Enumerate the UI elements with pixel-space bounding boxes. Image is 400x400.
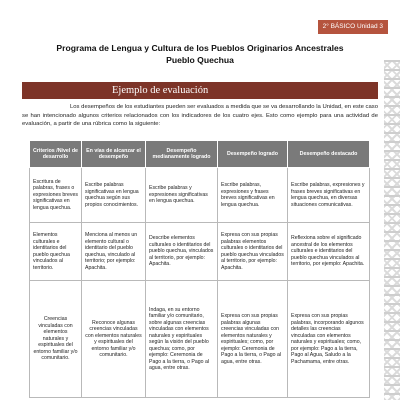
table-cell: Escribe palabras, expresiones y frases breves significativas en lengua quechua, en diversas situaciones comunicativas. xyxy=(288,168,370,223)
column-header: Criterios /Nivel de desarrollo xyxy=(30,141,82,168)
column-header: Desempeño destacado xyxy=(288,141,370,168)
table-cell: Indaga, en su entorno familiar y/o comunitario, sobre algunas creencias vinculadas con elementos naturales y espirituales según la visión del pueblo quechua; como, por ejemplo: Ceremonia de Pago a la tierra, o Pago al agua, entre otras. xyxy=(146,281,218,398)
grade-unit-badge: 2° BÁSICO Unidad 3 xyxy=(318,20,388,34)
people-title: Pueblo Quechua xyxy=(166,55,234,65)
section-title: Ejemplo de evaluación xyxy=(112,85,209,96)
table-cell: Menciona al menos un elemento cultural o identitario del pueblo quechua, vinculado al territorio; por ejemplo: Apachita. xyxy=(82,223,146,281)
table-cell: Expresa con sus propias palabras elementos culturales o identitarios del pueblo quechua vinculados al territorio, por ejemplo: Apachita. xyxy=(218,223,288,281)
table-cell: Escribe palabras significativas en lengua quechua según sus propios conocimientos. xyxy=(82,168,146,223)
table-cell: Escribe palabras y expresiones significativas en lengua quechua. xyxy=(146,168,218,223)
table-cell: Escribe palabras, expresiones y frases breves significativas en lengua quechua. xyxy=(218,168,288,223)
column-header: Desempeño logrado xyxy=(218,141,288,168)
table-header-row xyxy=(30,141,370,168)
decorative-pattern xyxy=(384,60,400,400)
evaluation-rubric-table xyxy=(29,140,370,398)
table-cell: Expresa con sus propias palabras, incorporando algunos detalles las creencias vinculadas con elementos naturales y espirituales; como, por ejemplo: Pago a la tierra, Pago al Agua, Saludo a la Pachamama, entre otras. xyxy=(288,281,370,398)
table-cell: Describe elementos culturales o identitarios del pueblo quechua, vinculados al territorio, por ejemplo: Apachita. xyxy=(146,223,218,281)
table-cell: Reconoce algunas creencias vinculadas con elementos naturales y espirituales del entorno familiar y/o comunitario. xyxy=(82,281,146,398)
table-cell: Reflexiona sobre el significado ancestral de los elementos culturales e identitarios del pueblo quechua vinculados al territorio, por ejemplo: Apachita. xyxy=(288,223,370,281)
table-cell: Escritura de palabras, frases o expresiones breves significativas en lengua quechua. xyxy=(30,168,82,223)
program-title: Programa de Lengua y Cultura de los Pueblos Originarios Ancestrales xyxy=(56,43,344,53)
table-cell: Elementos culturales e identitarios del pueblo quechua vinculados al territorio. xyxy=(30,223,82,281)
intro-paragraph: Los desempeños de los estudiantes pueden ser evaluados a medida que se va desarrollando la Unidad, en este caso se han intencionado algunos criterios relacionados con los indicadores de los cuatro ejes. Esto como ejemplo para una actividad de evaluación, a partir de una rúbrica como la siguiente: xyxy=(22,104,378,128)
column-header: Desempeño medianamente logrado xyxy=(146,141,218,168)
table-cell: Creencias vinculadas con elementos naturales y espirituales del entorno familiar y/o comunitario. xyxy=(30,281,82,398)
table-row xyxy=(30,281,370,398)
column-header: En vías de alcanzar el desempeño xyxy=(82,141,146,168)
table-row xyxy=(30,168,370,223)
table-row xyxy=(30,223,370,281)
table-cell: Expresa con sus propias palabras algunas creencias vinculadas con elementos naturales y espirituales; como, por ejemplo: Ceremonia de Pago a la tierra, o Pago al agua, entre otras. xyxy=(218,281,288,398)
section-title-bar xyxy=(22,82,378,99)
document-header xyxy=(0,42,400,66)
